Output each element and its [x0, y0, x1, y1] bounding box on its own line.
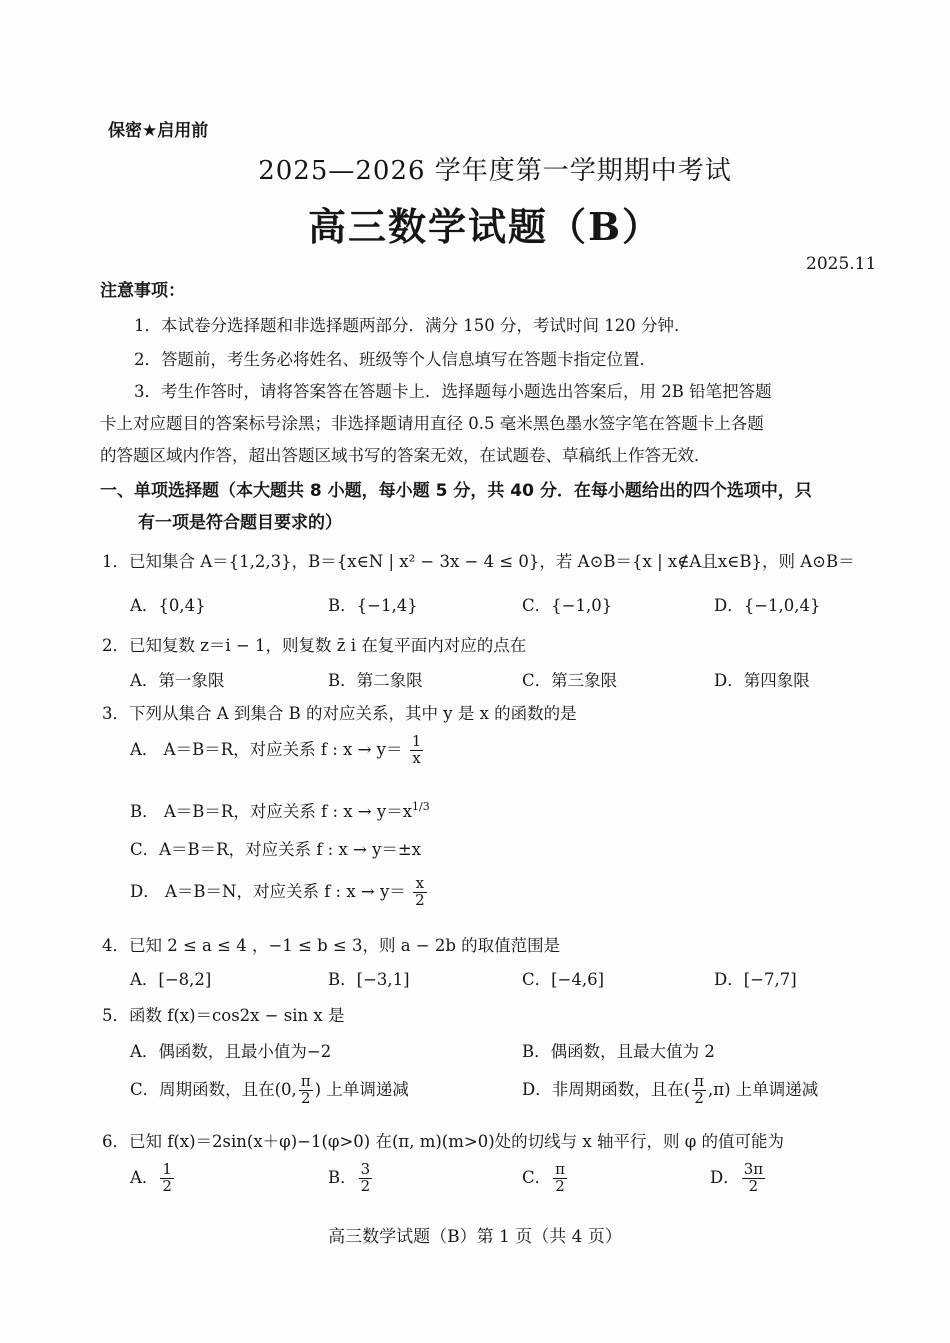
q3-option-a-fraction [410, 734, 424, 767]
q6-d-numerator: 3π [743, 1160, 764, 1178]
confidential-label: 保密★启用前 [108, 121, 209, 141]
q3-a-numerator: 1 [411, 732, 422, 750]
q6-c-denominator: 2 [555, 1176, 565, 1195]
q5-option-d [522, 1074, 818, 1107]
q3-d-numerator: x [413, 876, 427, 893]
q4-option-b: B．[−3,1] [328, 970, 410, 989]
q3-option-c: C．A＝B＝R，对应关系 f : x → y＝±x [130, 840, 422, 859]
q3-option-b-label: B． [130, 802, 159, 821]
q2-option-b: B．第二象限 [328, 671, 423, 690]
exam-date: 2025.11 [806, 254, 877, 274]
q3-option-a-text: A＝B＝R，对应关系 f : x → y＝ [163, 739, 403, 759]
q3-option-d-label: D． [130, 881, 160, 901]
question-1-stem: 1．已知集合 A＝{1,2,3}，B＝{x∈N | x² − 3x − 4 ≤ 0}，若 A⊙B＝{x | x∉A且x∈B}，则 A⊙B＝ [102, 552, 855, 571]
exam-title: 高三数学试题（B） [307, 204, 663, 249]
question-3-stem: 3．下列从集合 A 到集合 B 的对应关系，其中 y 是 x 的函数的是 [102, 704, 577, 723]
notice-item-2: 2．答题前，考生务必将姓名、班级等个人信息填写在答题卡指定位置． [134, 350, 656, 369]
q6-c-numerator: π [555, 1160, 565, 1178]
q1-option-a: A．{0,4} [130, 596, 206, 615]
q5-d-numerator: π [694, 1072, 705, 1090]
q3-option-b-text: A＝B＝R，对应关系 f : x → y＝x [163, 802, 413, 821]
q6-option-a [130, 1162, 176, 1195]
q5-c-numerator: π [300, 1072, 311, 1090]
q6-b-fraction [359, 1162, 373, 1195]
q1-option-b: B．{−1,4} [328, 596, 418, 615]
q2-option-a: A．第一象限 [130, 671, 225, 690]
q4-option-c: C．[−4,6] [522, 970, 605, 989]
exam-subtitle: 2025—2026 学年度第一学期期中考试 [258, 156, 732, 186]
section-heading: 一、单项选择题（本大题共 8 小题，每小题 5 分，共 40 分．在每小题给出的四个选项中，只 [100, 481, 812, 501]
q1-option-d: D．{−1,0,4} [714, 596, 821, 615]
notice-heading: 注意事项： [100, 281, 185, 301]
q6-d-fraction [742, 1162, 765, 1195]
q6-option-c [522, 1162, 569, 1195]
q5-option-a: A．偶函数，且最小值为−2 [130, 1042, 332, 1061]
notice-item-1: 1．本试卷分选择题和非选择题两部分．满分 150 分，考试时间 120 分钟． [134, 316, 691, 335]
q5-d-pre: D．非周期函数，且在( [522, 1079, 691, 1099]
q6-b-numerator: 3 [360, 1160, 371, 1178]
q6-option-d [710, 1162, 767, 1195]
section-heading-cont: 有一项是符合题目要求的） [138, 513, 342, 533]
question-6-stem: 6．已知 f(x)＝2sin(x＋φ)−1(φ>0) 在(π, m)(m>0)处的切线与 x 轴平行，则 φ 的值可能为 [102, 1132, 784, 1151]
q5-c-fraction [299, 1074, 313, 1107]
q5-d-denominator: 2 [694, 1088, 704, 1107]
q3-option-a-label: A． [130, 739, 159, 759]
notice-item-3: 3．考生作答时，请将答案答在答题卡上．选择题每小题选出答案后，用 2B 铅笔把答题 [134, 382, 772, 401]
q5-option-c [130, 1074, 409, 1107]
question-2-stem: 2．已知复数 z＝i − 1，则复数 z̄ i 在复平面内对应的点在 [102, 636, 527, 655]
q3-option-d [130, 876, 429, 909]
notice-item-3-cont2: 的答题区域内作答，超出答题区域书写的答案无效，在试题卷、草稿纸上作答无效． [100, 446, 711, 465]
notice-item-3-cont1: 卡上对应题目的答案标号涂黑；非选择题请用直径 0.5 毫米黑色墨水签字笔在答题卡上各题 [100, 414, 764, 433]
q3-option-b [130, 798, 430, 822]
q6-d-label: D． [710, 1167, 740, 1187]
q4-option-a: A．[−8,2] [130, 970, 212, 989]
q3-d-denominator: 2 [415, 890, 425, 909]
q4-option-d: D．[−7,7] [714, 970, 797, 989]
q3-option-d-fraction [413, 876, 427, 909]
q6-a-label: A． [130, 1167, 159, 1187]
q2-option-d: D．第四象限 [714, 671, 810, 690]
q6-d-denominator: 2 [748, 1176, 759, 1195]
q6-a-denominator: 2 [162, 1176, 172, 1195]
question-4-stem: 4．已知 2 ≤ a ≤ 4 ，−1 ≤ b ≤ 3，则 a − 2b 的取值范围是 [102, 936, 561, 955]
q5-d-fraction [692, 1074, 706, 1107]
q6-a-numerator: 1 [162, 1160, 172, 1178]
q1-option-c: C．{−1,0} [522, 596, 613, 615]
q6-c-label: C． [522, 1167, 552, 1187]
q2-option-c: C．第三象限 [522, 671, 618, 690]
q3-option-a [130, 734, 425, 767]
q6-b-denominator: 2 [360, 1176, 371, 1195]
q3-option-d-text: A＝B＝N，对应关系 f : x → y＝ [164, 881, 406, 901]
q6-option-b [328, 1162, 374, 1195]
q3-b-exponent: 1/3 [412, 800, 430, 813]
page-footer: 高三数学试题（B）第 1 页（共 4 页） [328, 1227, 622, 1247]
q5-c-post: ) 上单调递减 [314, 1079, 409, 1099]
q5-d-post: ,π) 上单调递减 [708, 1079, 819, 1099]
q6-c-fraction [553, 1162, 567, 1195]
q5-option-b: B．偶函数，且最大值为 2 [522, 1042, 715, 1061]
q6-b-label: B． [328, 1167, 357, 1187]
q6-a-fraction [160, 1162, 174, 1195]
q3-a-denominator: x [412, 748, 421, 767]
q5-c-pre: C．周期函数，且在(0, [130, 1079, 297, 1099]
question-5-stem: 5．函数 f(x)＝cos2x − sin x 是 [102, 1006, 345, 1025]
q5-c-denominator: 2 [300, 1088, 311, 1107]
